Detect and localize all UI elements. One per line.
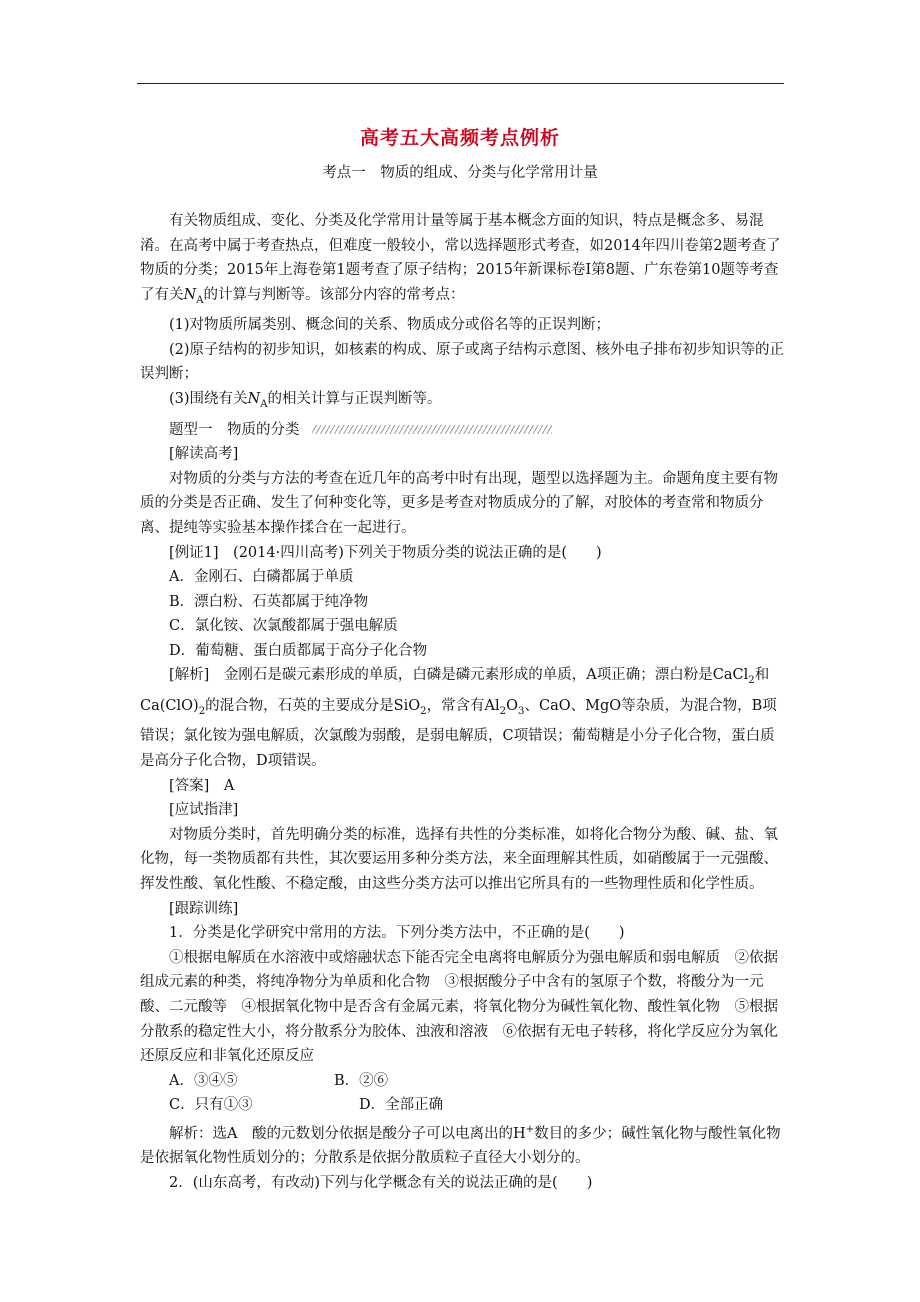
q1-option-c: C．只有①③	[169, 1097, 253, 1114]
option-a: A．金刚石、白磷都属于单质	[169, 569, 354, 586]
training-label: [跟踪训练]	[169, 900, 239, 917]
tips-text: 对物质分类时，首先明确分类的标准，选择有共性的分类标准，如将化合物分为酸、碱、盐、氧化物，每一类物质都有共性，其次要运用多种分类方法，来全面理解其性质，如硝酸属于一元强酸、挥发性酸、氧化性酸、不稳定酸，由这些分类方法可以推出它所具有的一些物理性质和化学性质。	[140, 826, 778, 892]
option-d: D．葡萄糖、蛋白质都属于高分子化合物	[169, 642, 428, 659]
answer-line: [答案] A	[169, 777, 235, 794]
interpret-label: [解读高考]	[169, 446, 239, 463]
question-1: 1．分类是化学研究中常用的方法。下列分类方法中，不正确的是( )	[169, 925, 625, 942]
question-type-title: 题型一 物质的分类	[140, 418, 785, 443]
example-question: [例证1] (2014·四川高考)下列关于物质分类的说法正确的是( )	[169, 544, 602, 561]
option-b: B．漂白粉、石英都属于纯净物	[169, 593, 369, 610]
header-rule	[137, 83, 784, 84]
question-1-answer: 解析：选A 酸的元数划分依据是酸分子可以电离出的H+数目的多少；碱性氧化物与酸性氧化物是依据氧化物性质划分的；分散系是依据分散质粒子直径大小划分的。	[140, 1123, 781, 1167]
question-1-options-ab	[140, 1069, 785, 1094]
tips-label: [应试指津]	[169, 802, 239, 819]
interpret-text: 对物质的分类与方法的考查在近几年的高考中时有出现，题型以选择题为主。命题角度主要有物质的分类是否正确、发生了何种变化等，更多是考查对物质成分的了解，对胶体的考查常和物质分离、提纯等实验基本操作揉合在一起进行。	[140, 470, 778, 536]
question-2: 2．(山东高考，有改动)下列与化学概念有关的说法正确的是( )	[169, 1174, 593, 1191]
intro-item-1: (1)对物质所属类别、概念间的关系、物质成分或俗名等的正误判断；	[169, 317, 611, 334]
intro-paragraph: 有关物质组成、变化、分类及化学常用计量等属于基本概念方面的知识，特点是概念多、易混淆。在高考中属于考查热点，但难度一般较小，常以选择题形式考查，如2014年四川卷第2题考查了物质的分类；2015年上海卷第1题考查了原子结构；2015年新课标卷Ⅰ第8题、广东卷第10题等考查了有关$N_A$的计算与判断等。该部分内容的常考点：	[140, 213, 781, 306]
analysis-paragraph: [解析] 金刚石是碳元素形成的单质，白磷是磷元素形成的单质，A项正确；漂白粉是CaCl$_2$和$Ca(ClO)_2$的混合物，石英的主要成分是SiO$_2$，常含有$Al_2O_3$、CaO、MgO等杂质，为混合物，B项错误；氯化铵为强电解质，次氯酸为弱酸，是弱电解质，C项错误；葡萄糖是小分子化合物，蛋白质是高分子化合物，D项错误。	[140, 667, 777, 770]
page-title: 高考五大高频考点例析	[359, 127, 560, 149]
document-body	[140, 209, 785, 1196]
hatch-decoration	[312, 425, 552, 434]
q1-option-d: D．全部正确	[359, 1097, 444, 1114]
page-subtitle: 考点一 物质的组成、分类与化学常用计量	[322, 165, 598, 181]
intro-item-2: (2)原子结构的初步知识，如核素的构成、原子或离子结构示意图、核外电子排布初步知识等的正误判断；	[140, 341, 785, 383]
intro-item-3: (3)围绕有关$N_A$的相关计算与正误判断等。	[169, 391, 442, 410]
q1-option-a: A．③④⑤	[169, 1072, 238, 1089]
question-1-options-cd	[140, 1093, 785, 1118]
question-1-body: ①根据电解质在水溶液中或熔融状态下能否完全电离将电解质分为强电解质和弱电解质 ②依据组成元素的种类，将纯净物分为单质和化合物 ③根据酸分子中含有的氢原子个数，将酸分为一元酸、二元酸等 ④根据氧化物中是否含有金属元素，将氧化物分为碱性氧化物、酸性氧化物 ⑤根据分散系的稳定性大小，将分散系分为胶体、浊液和溶液 ⑥依据有无电子转移，将化学反应分为氧化还原反应和非氧化还原反应	[140, 949, 778, 1065]
option-c: C．氯化铵、次氯酸都属于强电解质	[169, 618, 398, 635]
q1-option-b: B．②⑥	[334, 1072, 389, 1089]
